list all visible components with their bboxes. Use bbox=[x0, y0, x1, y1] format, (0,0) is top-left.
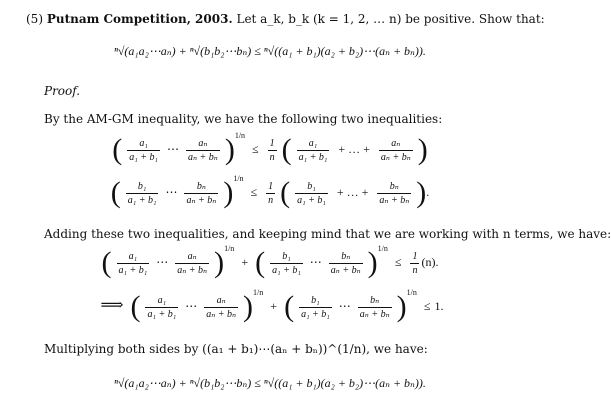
fraction: $\frac{\text{a₁}}{\text{a₁ + b₁}}$ bbox=[129, 137, 158, 163]
problem-number: (5) bbox=[26, 12, 43, 26]
final-inequality: ⁿ√(a₁a₂⋯aₙ) + ⁿ√(b₁b₂⋯bₙ) ≤ ⁿ√((a₁ + b₁)(a₂ + b₂)⋯(aₙ + bₙ)). bbox=[114, 376, 426, 390]
proof-multiplying: Multiplying both sides by ((a₁ + b₁)⋯(aₙ + bₙ))^(1/n), we have: bbox=[44, 342, 428, 356]
proof-intro: By the AM-GM inequality, we have the following two inequalities: bbox=[44, 112, 443, 126]
proof-adding: Adding these two inequalities, and keeping mind that we are working with n terms, we have: bbox=[44, 227, 611, 241]
problem-inequality: ⁿ√(a₁a₂⋯aₙ) + ⁿ√(b₁b₂⋯bₙ) ≤ ⁿ√((a₁ + b₁)(a₂ + b₂)⋯(aₙ + bₙ)). bbox=[114, 44, 426, 58]
fraction: $\frac{1}{n}$ bbox=[269, 137, 275, 163]
fraction: $\frac{\text{b₁}}{\text{a₁ + b₁}}$ bbox=[272, 250, 301, 276]
fraction: $\frac{\text{bₙ}}{\text{aₙ + bₙ}}$ bbox=[359, 294, 390, 320]
fraction: $\frac{\text{aₙ}}{\text{aₙ + bₙ}}$ bbox=[206, 294, 237, 320]
fraction: $\frac{\text{bₙ}}{\text{aₙ + bₙ}}$ bbox=[379, 180, 410, 206]
fraction: $\frac{\text{a₁}}{\text{a₁ + b₁}}$ bbox=[118, 250, 148, 276]
fraction: $\frac{1}{n}$ bbox=[412, 250, 418, 276]
fraction: $\frac{1}{n}$ bbox=[268, 180, 274, 206]
fraction: $\frac{\text{b₁}}{\text{a₁ + b₁}}$ bbox=[127, 180, 157, 206]
fraction: $\frac{\text{a₁}}{\text{a₁ + b₁}}$ bbox=[147, 294, 177, 320]
am-gm-inequality-b: ( $\frac{\text{b₁}}{\text{a₁ + b₁}}$ ⋯ $\frac{\text{bₙ}}{\text{aₙ + bₙ}}$ )$^{1/n}$ ≤ $\frac{1}{n}$ ( $\frac{\text{b₁}}{\text{a₁ + b₁}}$ + … + $\frac{\text{bₙ}}{\text{aₙ + bₙ}}$ ). bbox=[110, 174, 430, 209]
am-gm-inequality-a: ( $\frac{\text{a₁}}{\text{a₁ + b₁}}$ ⋯ $\frac{\text{aₙ}}{\text{aₙ + bₙ}}$ )$^{1/n}$ ≤ $\frac{1}{n}$ ( $\frac{\text{a₁}}{\text{a₁ + b₁}}$ + … + $\frac{\text{aₙ}}{\text{aₙ + bₙ}}$ ) bbox=[112, 131, 428, 166]
fraction: $\frac{\text{bₙ}}{\text{aₙ + bₙ}}$ bbox=[330, 250, 361, 276]
fraction: $\frac{\text{b₁}}{\text{a₁ + b₁}}$ bbox=[297, 180, 326, 206]
fraction: $\frac{\text{aₙ}}{\text{aₙ + bₙ}}$ bbox=[187, 137, 218, 163]
fraction: $\frac{\text{bₙ}}{\text{aₙ + bₙ}}$ bbox=[186, 180, 217, 206]
problem-header bbox=[26, 12, 545, 26]
problem-statement: Let a_k, b_k (k = 1, 2, … n) be positive. Show that: bbox=[236, 12, 545, 26]
fraction: $\frac{\text{aₙ}}{\text{aₙ + bₙ}}$ bbox=[380, 137, 411, 163]
fraction: $\frac{\text{aₙ}}{\text{aₙ + bₙ}}$ bbox=[177, 250, 208, 276]
fraction: $\frac{\text{b₁}}{\text{a₁ + b₁}}$ bbox=[301, 294, 330, 320]
fraction: $\frac{\text{a₁}}{\text{a₁ + b₁}}$ bbox=[298, 137, 328, 163]
proof-label: Proof. bbox=[44, 84, 81, 98]
implied-inequality: ⟹ ( $\frac{\text{a₁}}{\text{a₁ + b₁}}$ ⋯ $\frac{\text{aₙ}}{\text{aₙ + bₙ}}$ )$^{1/n}$ + ( $\frac{\text{b₁}}{\text{a₁ + b₁}}$ ⋯ $\frac{\text{bₙ}}{\text{aₙ + bₙ}}$ )$^{1/n}$ ≤ 1. bbox=[100, 288, 444, 323]
sum-inequality: ( $\frac{\text{a₁}}{\text{a₁ + b₁}}$ ⋯ $\frac{\text{aₙ}}{\text{aₙ + bₙ}}$ )$^{1/n}$ + ( $\frac{\text{b₁}}{\text{a₁ + b₁}}$ ⋯ $\frac{\text{bₙ}}{\text{aₙ + bₙ}}$ )$^{1/n}$ ≤ $\frac{1}{n}$ (n). bbox=[101, 244, 439, 279]
problem-source: Putnam Competition, 2003. bbox=[46, 12, 233, 26]
